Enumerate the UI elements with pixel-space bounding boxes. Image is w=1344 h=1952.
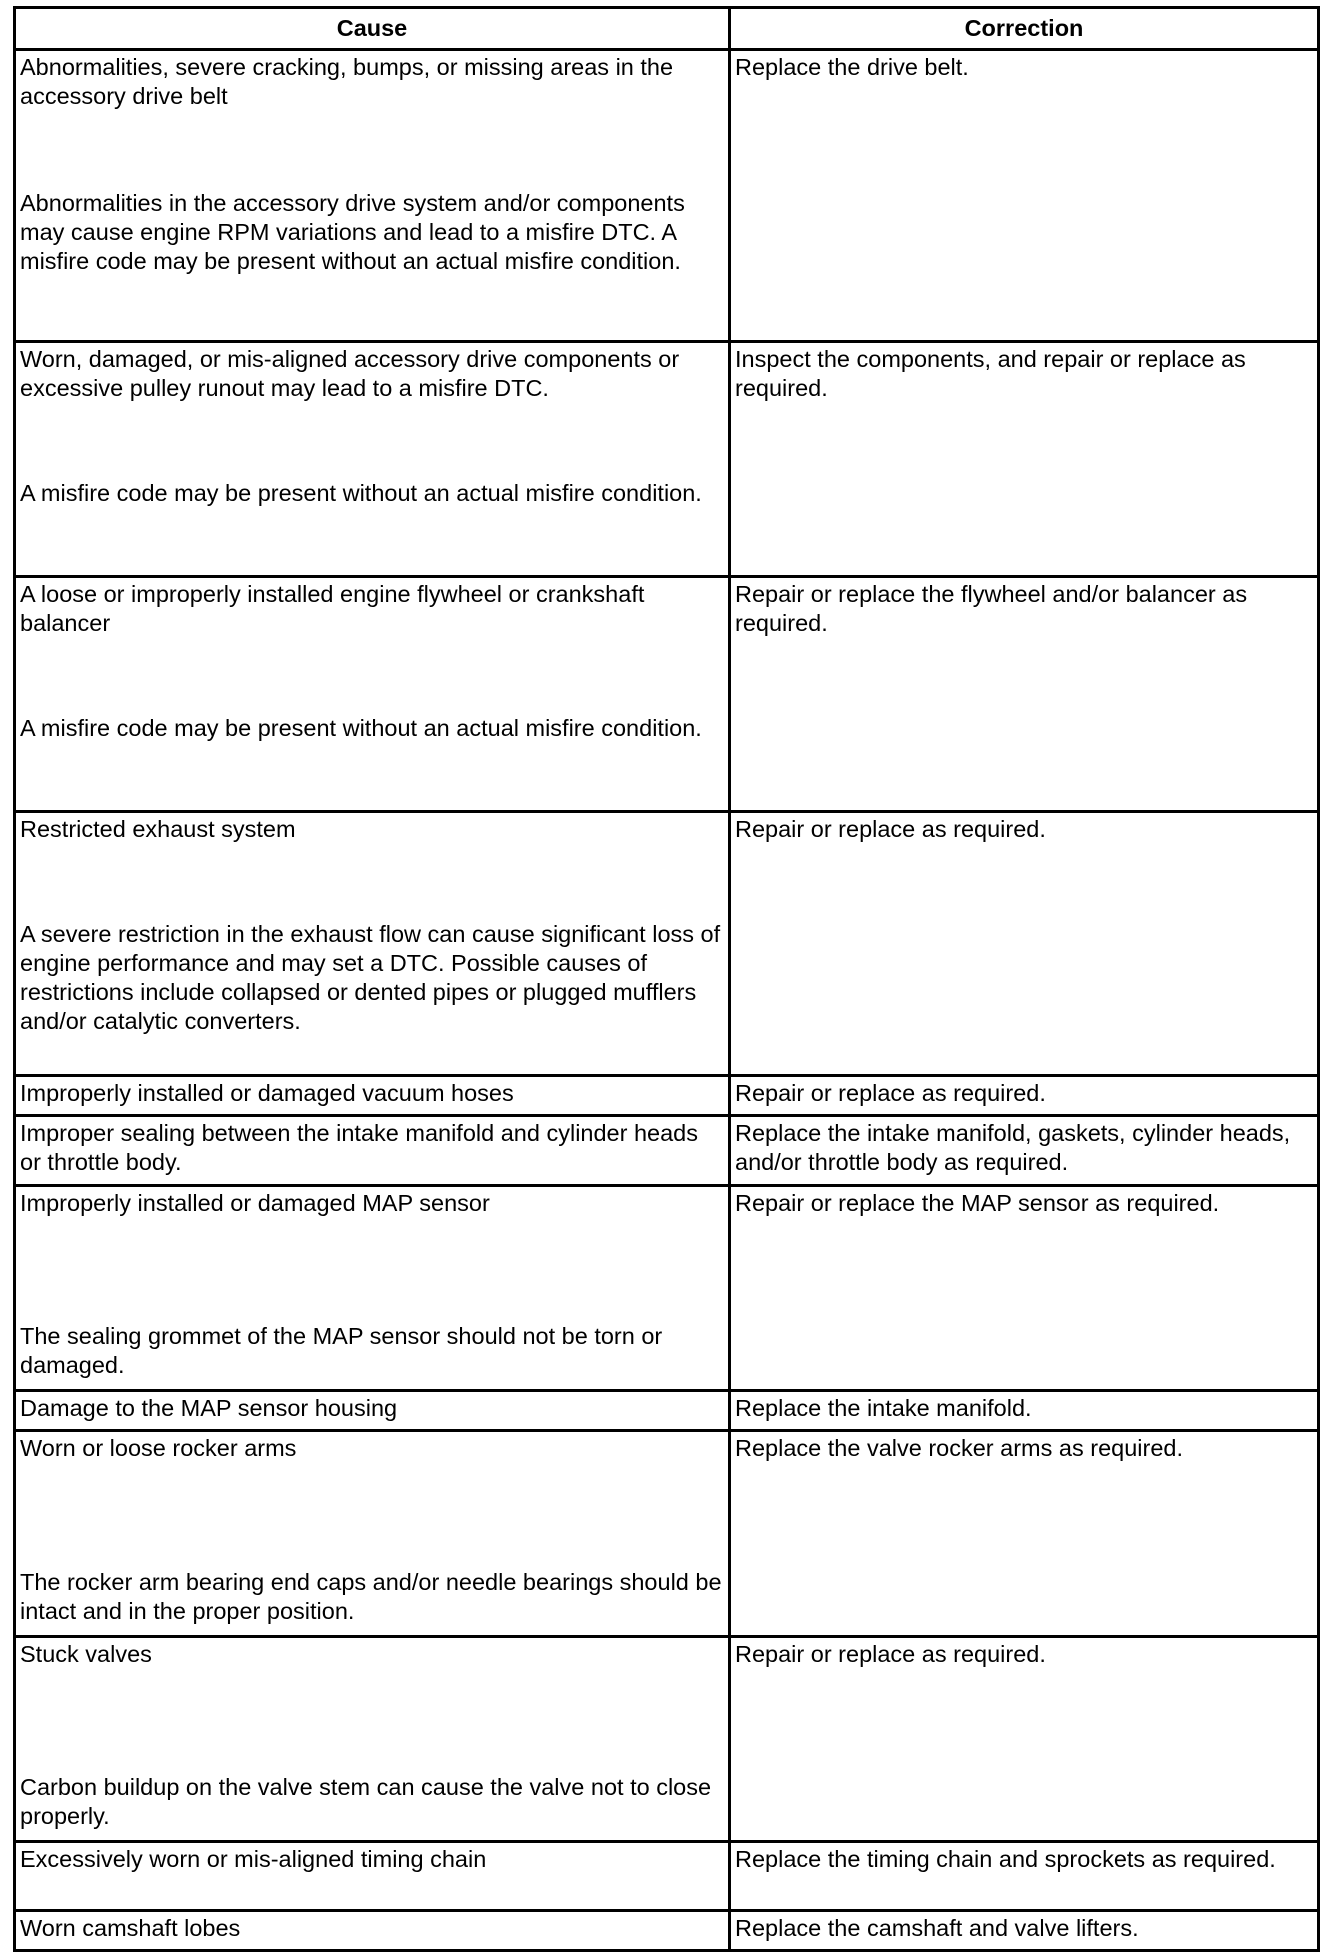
cell-spacer <box>20 111 722 189</box>
table-row <box>15 1186 1319 1391</box>
cause-cell: Worn camshaft lobes <box>15 1911 730 1951</box>
cause-cell <box>15 577 730 812</box>
diagnostic-table <box>13 6 1320 1952</box>
table-header-row <box>15 8 1319 50</box>
cell-spacer <box>20 638 722 714</box>
cause-text: Stuck valves <box>20 1641 152 1667</box>
table-row <box>15 1391 1319 1431</box>
cause-text: Restricted exhaust system <box>20 816 296 842</box>
cause-text: Abnormalities, severe cracking, bumps, or missing areas in the accessory drive belt <box>20 54 674 109</box>
cell-spacer <box>20 403 722 479</box>
cause-text: Improperly installed or damaged MAP sensor <box>20 1190 490 1216</box>
table-row <box>15 1076 1319 1116</box>
cell-spacer <box>20 1669 722 1773</box>
correction-cell: Inspect the components, and repair or replace as required. <box>730 342 1319 577</box>
cause-text: A loose or improperly installed engine flywheel or crankshaft balancer <box>20 581 645 636</box>
cause-cell <box>15 342 730 577</box>
cause-cell <box>15 50 730 342</box>
correction-cell: Replace the intake manifold, gaskets, cylinder heads, and/or throttle body as required. <box>730 1116 1319 1186</box>
table-row <box>15 1911 1319 1951</box>
cause-cell <box>15 1186 730 1391</box>
cause-text: Worn, damaged, or mis-aligned accessory drive components or excessive pulley runout may lead to a misfire DTC. <box>20 346 680 401</box>
cause-cell: Improperly installed or damaged vacuum hoses <box>15 1076 730 1116</box>
correction-cell: Replace the intake manifold. <box>730 1391 1319 1431</box>
correction-cell: Replace the camshaft and valve lifters. <box>730 1911 1319 1951</box>
cause-note: A misfire code may be present without an actual misfire condition. <box>20 480 702 506</box>
table-row <box>15 1842 1319 1911</box>
cause-cell <box>15 1637 730 1842</box>
correction-cell: Repair or replace the flywheel and/or balancer as required. <box>730 577 1319 812</box>
correction-cell: Repair or replace as required. <box>730 812 1319 1076</box>
correction-cell: Repair or replace as required. <box>730 1076 1319 1116</box>
cause-note: The sealing grommet of the MAP sensor should not be torn or damaged. <box>20 1323 663 1378</box>
cause-note: Carbon buildup on the valve stem can cause the valve not to close properly. <box>20 1774 712 1829</box>
cell-spacer <box>20 1463 722 1568</box>
cell-spacer <box>20 1218 722 1322</box>
table-row <box>15 1431 1319 1637</box>
table-row <box>15 577 1319 812</box>
column-header-correction: Correction <box>730 8 1319 50</box>
cause-cell: Damage to the MAP sensor housing <box>15 1391 730 1431</box>
column-header-cause: Cause <box>15 8 730 50</box>
cause-note: The rocker arm bearing end caps and/or needle bearings should be intact and in the proper position. <box>20 1569 722 1624</box>
cause-cell: Excessively worn or mis-aligned timing chain <box>15 1842 730 1911</box>
table-row <box>15 1116 1319 1186</box>
table-row <box>15 812 1319 1076</box>
cause-cell: Improper sealing between the intake manifold and cylinder heads or throttle body. <box>15 1116 730 1186</box>
table-row <box>15 1637 1319 1842</box>
correction-cell: Repair or replace the MAP sensor as required. <box>730 1186 1319 1391</box>
cause-note: Abnormalities in the accessory drive system and/or components may cause engine RPM variations and lead to a misfire DTC. A misfire code may be present without an actual misfire condition. <box>20 190 685 274</box>
table-row <box>15 342 1319 577</box>
correction-cell: Replace the timing chain and sprockets as required. <box>730 1842 1319 1911</box>
correction-cell: Repair or replace as required. <box>730 1637 1319 1842</box>
cause-cell <box>15 1431 730 1637</box>
cell-spacer <box>20 844 722 920</box>
correction-cell: Replace the valve rocker arms as required. <box>730 1431 1319 1637</box>
table-row <box>15 50 1319 342</box>
correction-cell: Replace the drive belt. <box>730 50 1319 342</box>
cause-note: A misfire code may be present without an actual misfire condition. <box>20 715 702 741</box>
cause-text: Worn or loose rocker arms <box>20 1435 297 1461</box>
cause-cell <box>15 812 730 1076</box>
cause-note: A severe restriction in the exhaust flow can cause significant loss of engine performance and may set a DTC. Possible causes of restrictions include collapsed or dented pipes or plugged mufflers and/or catalytic converters. <box>20 921 721 1034</box>
